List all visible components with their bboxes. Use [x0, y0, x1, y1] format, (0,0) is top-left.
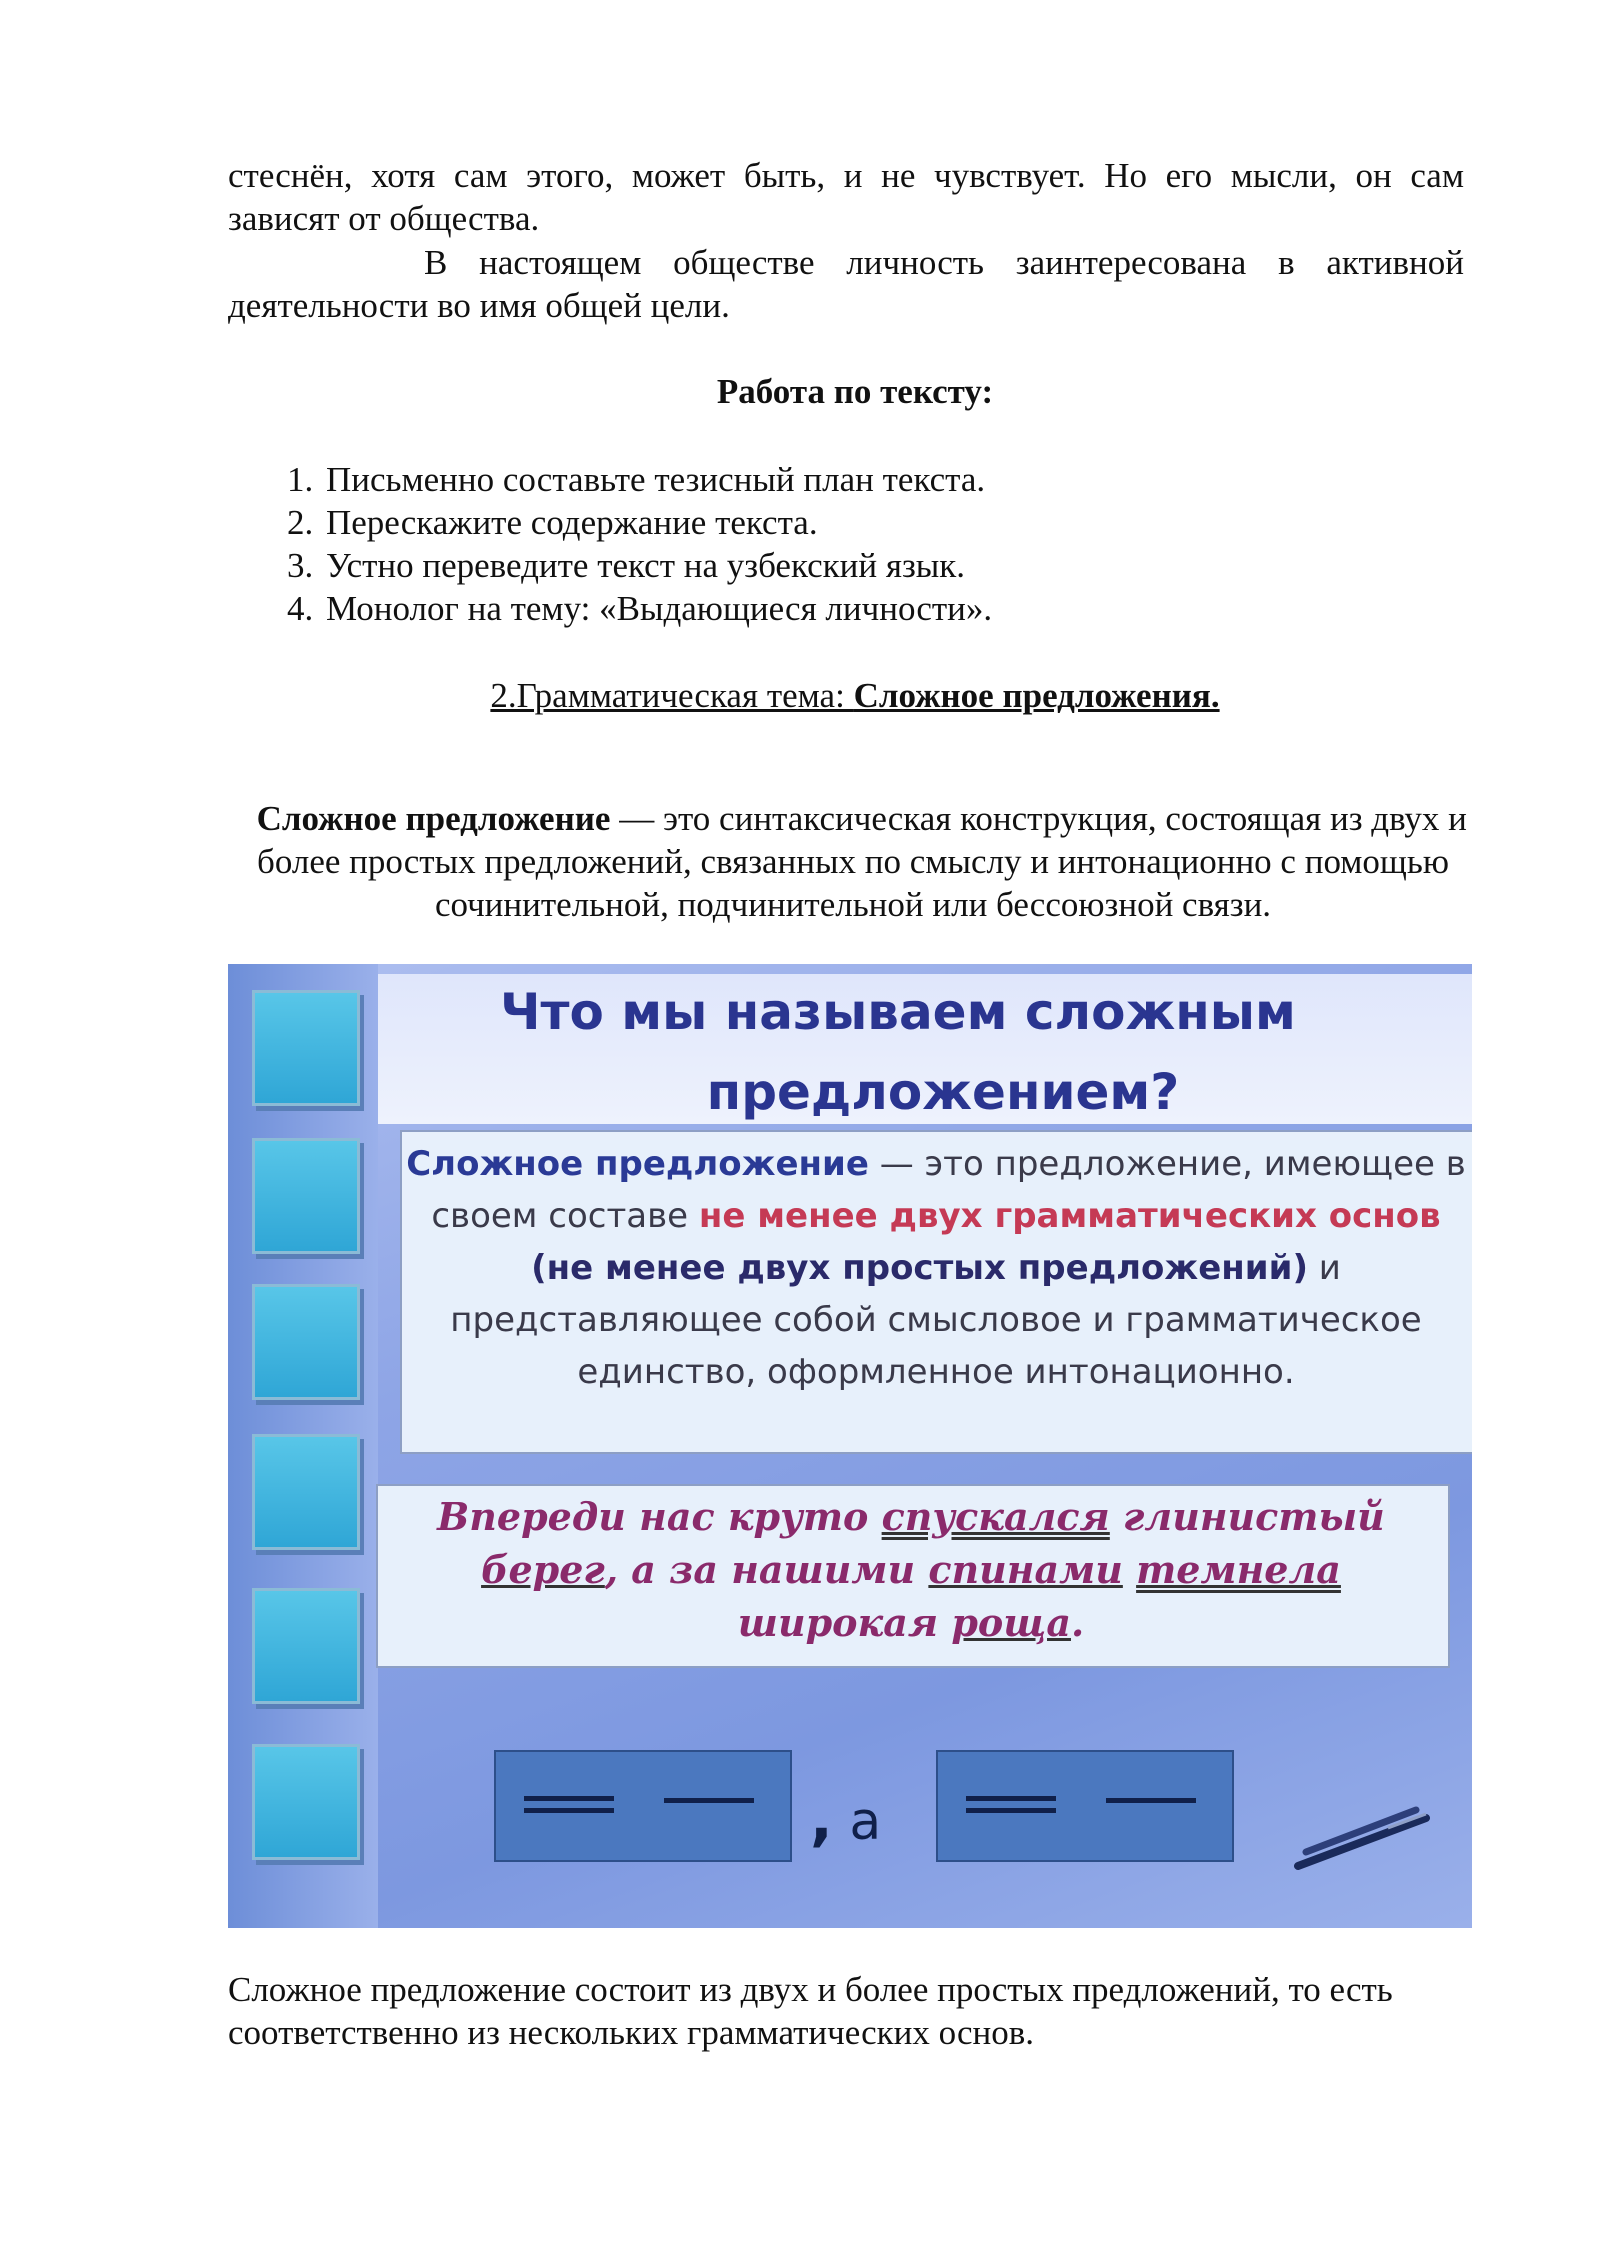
decor-square	[252, 1434, 360, 1550]
slide-title	[378, 972, 1418, 1132]
predicate-mark	[524, 1796, 614, 1813]
scheme-comma: ,	[810, 1784, 833, 1854]
scheme-box-left	[494, 1750, 792, 1862]
definition-paragraph	[228, 797, 1478, 926]
scheme-connector	[810, 1784, 881, 1854]
decor-square	[252, 1744, 360, 1860]
example-word: , а за нашими	[604, 1547, 929, 1592]
subject: роща	[951, 1600, 1071, 1645]
paragraph-continuation	[228, 154, 1464, 240]
decor-square	[252, 990, 360, 1106]
slide-title-line: Что мы называем сложным	[500, 983, 1296, 1041]
pens-icon	[1288, 1804, 1438, 1874]
slide-image	[228, 964, 1472, 1928]
decor-square	[252, 1284, 360, 1400]
task-list	[284, 458, 992, 630]
example-word: широкая	[737, 1600, 952, 1645]
predicate: спускался	[881, 1494, 1110, 1539]
definition-term: Сложное предложение	[256, 799, 611, 838]
box-highlight: не менее двух грамматических основ	[698, 1196, 1441, 1236]
example-word: .	[1070, 1600, 1085, 1645]
scheme-conjunction: а	[849, 1792, 882, 1852]
subject-mark	[1106, 1798, 1196, 1803]
task-item: 4. Монолог на тему: «Выдающиеся личности».	[322, 587, 992, 630]
paragraph-line: стеснён, хотя сам этого, может быть, и не чувствует. Но его мысли, он сам	[228, 156, 1464, 195]
example-word	[1123, 1547, 1136, 1592]
example-word: глинистый	[1109, 1494, 1385, 1539]
paragraph-line: зависят от общества.	[228, 199, 540, 238]
paragraph-line: деятельности во имя общей цели.	[228, 286, 730, 325]
definition-text: — это синтаксическая конструкция, состоящая из двух и более простых предложений, связанных по смыслу и интонационно с помощью сочинительной, подчинительной или бессоюзной связи.	[257, 799, 1467, 924]
predicate: темнела	[1136, 1547, 1341, 1592]
box-text: и представляющее собой смысловое и грамматическое единство, оформленное интонационно.	[450, 1248, 1422, 1392]
paragraph-line: В настоящем обществе личность заинтересована в активной	[424, 243, 1464, 282]
definition-box-text	[400, 1138, 1472, 1398]
grammar-topic: Сложное предложения.	[853, 676, 1220, 715]
task-item: 2. Перескажите содержание текста.	[322, 501, 992, 544]
box-term: Сложное предложение	[406, 1144, 869, 1184]
subject: берег	[481, 1547, 605, 1592]
decor-square	[252, 1138, 360, 1254]
work-heading: Работа по тексту:	[716, 372, 994, 411]
example-word: спинами	[928, 1547, 1123, 1592]
box-text: — это предложение, имеющее в своем составе	[431, 1144, 1466, 1236]
subject-mark	[664, 1798, 754, 1803]
slide-title-line: предложением?	[706, 1063, 1180, 1121]
task-item: 3. Устно переведите текст на узбекский язык.	[322, 544, 992, 587]
example-word: Впереди нас круто	[437, 1494, 882, 1539]
scheme-box-right	[936, 1750, 1234, 1862]
decor-square	[252, 1588, 360, 1704]
grammar-prefix: 2.Грамматическая тема:	[490, 676, 854, 715]
closing-paragraph: Сложное предложение состоит из двух и более простых предложений, то есть соответственно из нескольких грамматических основ.	[228, 1970, 1393, 2052]
grammar-topic-heading	[0, 674, 1600, 717]
box-bold: (не менее двух простых предложений)	[531, 1248, 1308, 1288]
task-item: 1. Письменно составьте тезисный план текста.	[322, 458, 992, 501]
example-sentence	[376, 1490, 1446, 1649]
paragraph-society	[228, 241, 1464, 327]
predicate-mark	[966, 1796, 1056, 1813]
